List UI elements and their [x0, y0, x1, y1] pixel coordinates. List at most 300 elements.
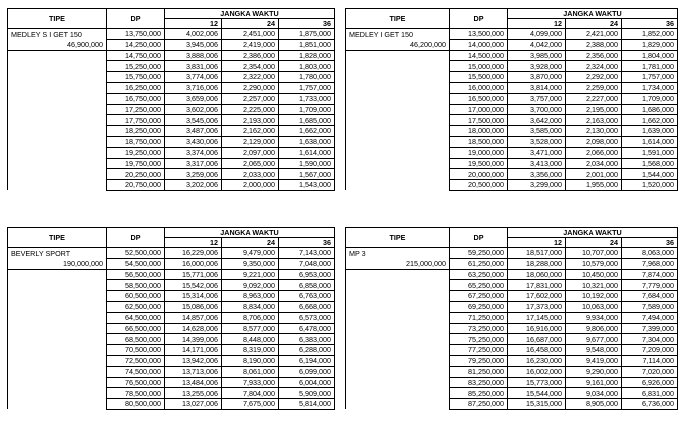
- term-24-value: 9,419,000: [566, 355, 622, 366]
- table-row: [346, 269, 678, 280]
- term-36-value: 1,686,000: [622, 104, 678, 115]
- dp-value: 72,500,000: [107, 355, 165, 366]
- term-36-header: 36: [622, 19, 678, 29]
- term-24-value: 2,066,000: [566, 147, 622, 158]
- dp-value: 13,500,000: [450, 29, 508, 40]
- term-12-value: 16,687,000: [508, 334, 566, 345]
- term-24-value: 10,450,000: [566, 269, 622, 280]
- term-12-value: 4,042,000: [508, 39, 566, 50]
- dp-value: 61,250,000: [450, 258, 508, 269]
- term-36-value: 1,803,000: [279, 61, 335, 72]
- dp-value: 18,750,000: [107, 136, 165, 147]
- dp-value: 20,750,000: [107, 180, 165, 191]
- term-36-value: 1,781,000: [622, 61, 678, 72]
- dp-header: DP: [107, 9, 165, 29]
- dp-value: 17,750,000: [107, 115, 165, 126]
- term-36-value: 6,831,000: [622, 388, 678, 399]
- term-36-value: 7,968,000: [622, 258, 678, 269]
- dp-value: 81,250,000: [450, 366, 508, 377]
- term-24-value: 2,451,000: [222, 29, 279, 40]
- table-row: [8, 72, 335, 83]
- term-36-value: 1,662,000: [279, 126, 335, 137]
- empty-cell: [346, 50, 450, 61]
- term-12-value: 3,774,006: [165, 72, 222, 83]
- term-12-value: 4,002,006: [165, 29, 222, 40]
- model-name: MEDLEY S I GET 150: [8, 29, 107, 40]
- dp-value: 15,500,000: [450, 72, 508, 83]
- term-12-value: 3,585,000: [508, 126, 566, 137]
- empty-cell: [8, 61, 107, 72]
- term-36-value: 6,953,000: [279, 269, 335, 280]
- table-row: [8, 50, 335, 61]
- term-24-value: 2,419,000: [222, 39, 279, 50]
- term-12-value: 16,002,000: [508, 366, 566, 377]
- term-12-value: 17,602,000: [508, 291, 566, 302]
- term-36-value: 5,814,000: [279, 399, 335, 410]
- jangka-waktu-header: JANGKA WAKTU: [508, 228, 678, 238]
- term-36-value: 6,099,000: [279, 366, 335, 377]
- dp-value: 18,500,000: [450, 136, 508, 147]
- term-12-value: 15,771,006: [165, 269, 222, 280]
- table-row: [346, 147, 678, 158]
- dp-value: 19,750,000: [107, 158, 165, 169]
- term-24-value: 8,834,000: [222, 301, 279, 312]
- table-row: [8, 269, 335, 280]
- dp-value: 15,250,000: [107, 61, 165, 72]
- empty-cell: [346, 366, 450, 377]
- term-12-header: 12: [165, 238, 222, 248]
- table-row: [346, 104, 678, 115]
- model-name: BEVERLY SPORT: [8, 248, 107, 259]
- table-row: [8, 334, 335, 345]
- term-12-value: 3,814,000: [508, 82, 566, 93]
- term-12-value: 14,399,006: [165, 334, 222, 345]
- term-36-value: 6,763,000: [279, 291, 335, 302]
- price-table-4: [345, 227, 678, 410]
- dp-value: 62,500,000: [107, 301, 165, 312]
- empty-cell: [346, 399, 450, 410]
- term-12-header: 12: [508, 238, 566, 248]
- table-row: [8, 388, 335, 399]
- table-row: [346, 345, 678, 356]
- term-12-value: 16,458,000: [508, 345, 566, 356]
- term-12-header: 12: [165, 19, 222, 29]
- term-24-value: 9,221,000: [222, 269, 279, 280]
- table-row: [346, 93, 678, 104]
- tipe-header: TIPE: [8, 228, 107, 248]
- dp-value: 73,250,000: [450, 323, 508, 334]
- price-table-3: [7, 227, 335, 410]
- term-12-value: 3,659,006: [165, 93, 222, 104]
- dp-value: 17,500,000: [450, 115, 508, 126]
- term-36-value: 8,063,000: [622, 248, 678, 259]
- dp-value: 68,500,000: [107, 334, 165, 345]
- term-24-value: 9,677,000: [566, 334, 622, 345]
- dp-header: DP: [450, 228, 508, 248]
- term-24-header: 24: [566, 238, 622, 248]
- dp-value: 14,500,000: [450, 50, 508, 61]
- term-24-value: 2,290,000: [222, 82, 279, 93]
- term-24-value: 8,963,000: [222, 291, 279, 302]
- table-row: [8, 180, 335, 191]
- term-12-value: 18,517,000: [508, 248, 566, 259]
- dp-value: 78,500,000: [107, 388, 165, 399]
- empty-cell: [8, 355, 107, 366]
- term-24-value: 2,227,000: [566, 93, 622, 104]
- table-row: [8, 169, 335, 180]
- term-36-value: 6,736,000: [622, 399, 678, 410]
- term-24-value: 8,577,000: [222, 323, 279, 334]
- empty-cell: [346, 345, 450, 356]
- term-36-value: 1,614,000: [622, 136, 678, 147]
- term-36-value: 1,780,000: [279, 72, 335, 83]
- term-36-value: 1,543,000: [279, 180, 335, 191]
- table-row: [8, 248, 335, 259]
- table-row: [8, 115, 335, 126]
- empty-cell: [8, 312, 107, 323]
- dp-value: 13,750,000: [107, 29, 165, 40]
- term-12-value: 3,642,000: [508, 115, 566, 126]
- table-row: [346, 312, 678, 323]
- term-12-value: 15,544,000: [508, 388, 566, 399]
- term-36-value: 1,757,000: [622, 72, 678, 83]
- empty-cell: [346, 169, 450, 180]
- empty-cell: [8, 126, 107, 137]
- table-row: [8, 323, 335, 334]
- term-12-value: 3,202,006: [165, 180, 222, 191]
- dp-value: 14,750,000: [107, 50, 165, 61]
- term-12-value: 3,945,006: [165, 39, 222, 50]
- empty-cell: [8, 377, 107, 388]
- table-row: [346, 366, 678, 377]
- term-12-value: 18,288,000: [508, 258, 566, 269]
- dp-value: 76,500,000: [107, 377, 165, 388]
- empty-cell: [346, 355, 450, 366]
- term-36-value: 7,020,000: [622, 366, 678, 377]
- term-24-value: 2,354,000: [222, 61, 279, 72]
- term-12-value: 3,831,006: [165, 61, 222, 72]
- term-12-value: 13,713,006: [165, 366, 222, 377]
- empty-cell: [8, 115, 107, 126]
- term-36-value: 1,829,000: [622, 39, 678, 50]
- term-12-value: 17,373,000: [508, 301, 566, 312]
- table-row: [8, 126, 335, 137]
- table-row: [346, 291, 678, 302]
- dp-header: DP: [107, 228, 165, 248]
- table-row: [346, 126, 678, 137]
- table-row: [346, 301, 678, 312]
- term-24-value: 2,292,000: [566, 72, 622, 83]
- jangka-waktu-header: JANGKA WAKTU: [508, 9, 678, 19]
- term-36-value: 1,828,000: [279, 50, 335, 61]
- term-24-value: 2,421,000: [566, 29, 622, 40]
- dp-value: 16,750,000: [107, 93, 165, 104]
- term-12-value: 3,985,000: [508, 50, 566, 61]
- empty-cell: [346, 115, 450, 126]
- term-24-header: 24: [222, 19, 279, 29]
- empty-cell: [8, 82, 107, 93]
- term-12-value: 17,145,000: [508, 312, 566, 323]
- term-36-value: 1,709,000: [279, 104, 335, 115]
- term-36-value: 6,858,000: [279, 280, 335, 291]
- term-36-value: 1,662,000: [622, 115, 678, 126]
- model-price: 46,200,000: [346, 39, 450, 50]
- dp-value: 16,000,000: [450, 82, 508, 93]
- dp-value: 67,250,000: [450, 291, 508, 302]
- table-row: [346, 169, 678, 180]
- term-24-value: 2,324,000: [566, 61, 622, 72]
- term-12-value: 16,000,006: [165, 258, 222, 269]
- term-36-value: 6,194,000: [279, 355, 335, 366]
- empty-cell: [346, 158, 450, 169]
- term-12-value: 14,171,006: [165, 345, 222, 356]
- table-row: [8, 291, 335, 302]
- table-row: [8, 366, 335, 377]
- term-36-header: 36: [279, 238, 335, 248]
- term-36-header: 36: [279, 19, 335, 29]
- term-36-value: 1,709,000: [622, 93, 678, 104]
- empty-cell: [346, 72, 450, 83]
- dp-value: 15,750,000: [107, 72, 165, 83]
- term-12-value: 3,259,006: [165, 169, 222, 180]
- table-row: [8, 345, 335, 356]
- dp-value: 18,250,000: [107, 126, 165, 137]
- dp-value: 52,500,000: [107, 248, 165, 259]
- dp-value: 85,250,000: [450, 388, 508, 399]
- dp-value: 75,250,000: [450, 334, 508, 345]
- term-12-value: 3,487,006: [165, 126, 222, 137]
- dp-value: 83,250,000: [450, 377, 508, 388]
- term-12-value: 3,700,000: [508, 104, 566, 115]
- dp-value: 66,500,000: [107, 323, 165, 334]
- term-12-value: 3,757,000: [508, 93, 566, 104]
- empty-cell: [8, 291, 107, 302]
- term-12-value: 14,628,006: [165, 323, 222, 334]
- term-36-value: 7,494,000: [622, 312, 678, 323]
- term-36-value: 1,638,000: [279, 136, 335, 147]
- empty-cell: [8, 345, 107, 356]
- table-row: [8, 301, 335, 312]
- term-36-value: 6,478,000: [279, 323, 335, 334]
- term-12-value: 13,255,006: [165, 388, 222, 399]
- term-12-value: 15,542,006: [165, 280, 222, 291]
- tipe-header: TIPE: [346, 9, 450, 29]
- dp-value: 69,250,000: [450, 301, 508, 312]
- term-12-value: 16,230,000: [508, 355, 566, 366]
- term-36-header: 36: [622, 238, 678, 248]
- term-24-value: 2,257,000: [222, 93, 279, 104]
- table-row: [346, 258, 678, 269]
- term-12-value: 4,099,000: [508, 29, 566, 40]
- table-row: [8, 136, 335, 147]
- term-12-value: 3,602,006: [165, 104, 222, 115]
- empty-cell: [8, 323, 107, 334]
- empty-cell: [346, 323, 450, 334]
- dp-value: 74,500,000: [107, 366, 165, 377]
- term-12-value: 3,928,000: [508, 61, 566, 72]
- table-row: [8, 399, 335, 410]
- term-12-value: 15,315,000: [508, 399, 566, 410]
- dp-value: 70,500,000: [107, 345, 165, 356]
- tipe-header: TIPE: [8, 9, 107, 29]
- term-24-value: 9,034,000: [566, 388, 622, 399]
- empty-cell: [8, 399, 107, 410]
- term-36-value: 7,589,000: [622, 301, 678, 312]
- empty-cell: [8, 136, 107, 147]
- dp-header: DP: [450, 9, 508, 29]
- term-36-value: 1,733,000: [279, 93, 335, 104]
- table-row: [346, 72, 678, 83]
- dp-value: 71,250,000: [450, 312, 508, 323]
- term-36-value: 6,383,000: [279, 334, 335, 345]
- model-name: MP 3: [346, 248, 450, 259]
- empty-cell: [8, 180, 107, 191]
- table-row: [8, 377, 335, 388]
- term-36-value: 1,568,000: [622, 158, 678, 169]
- term-12-value: 3,528,000: [508, 136, 566, 147]
- term-12-value: 17,831,000: [508, 280, 566, 291]
- term-36-value: 6,288,000: [279, 345, 335, 356]
- dp-value: 63,250,000: [450, 269, 508, 280]
- term-12-header: 12: [508, 19, 566, 29]
- table-row: [8, 61, 335, 72]
- term-12-value: 3,888,006: [165, 50, 222, 61]
- dp-value: 20,250,000: [107, 169, 165, 180]
- empty-cell: [346, 388, 450, 399]
- term-12-value: 3,545,006: [165, 115, 222, 126]
- term-12-value: 15,086,006: [165, 301, 222, 312]
- dp-value: 17,000,000: [450, 104, 508, 115]
- term-24-value: 2,356,000: [566, 50, 622, 61]
- term-24-header: 24: [222, 238, 279, 248]
- table-row: [8, 82, 335, 93]
- term-12-value: 15,314,006: [165, 291, 222, 302]
- dp-value: 14,000,000: [450, 39, 508, 50]
- jangka-waktu-header: JANGKA WAKTU: [165, 228, 335, 238]
- empty-cell: [8, 50, 107, 61]
- dp-value: 20,500,000: [450, 180, 508, 191]
- table-row: [346, 377, 678, 388]
- table-row: [8, 104, 335, 115]
- price-table-1: [7, 8, 335, 191]
- empty-cell: [346, 312, 450, 323]
- empty-cell: [8, 280, 107, 291]
- empty-cell: [346, 280, 450, 291]
- dp-value: 77,250,000: [450, 345, 508, 356]
- term-24-header: 24: [566, 19, 622, 29]
- dp-value: 64,500,000: [107, 312, 165, 323]
- term-12-value: 16,916,000: [508, 323, 566, 334]
- price-table-2: [345, 8, 678, 191]
- term-36-value: 1,851,000: [279, 39, 335, 50]
- term-12-value: 3,317,006: [165, 158, 222, 169]
- empty-cell: [8, 269, 107, 280]
- jangka-waktu-header: JANGKA WAKTU: [165, 9, 335, 19]
- term-36-value: 1,567,000: [279, 169, 335, 180]
- term-24-value: 7,933,000: [222, 377, 279, 388]
- term-12-value: 3,413,000: [508, 158, 566, 169]
- empty-cell: [8, 366, 107, 377]
- term-24-value: 2,000,000: [222, 180, 279, 191]
- term-24-value: 2,386,000: [222, 50, 279, 61]
- dp-value: 17,250,000: [107, 104, 165, 115]
- table-row: [346, 50, 678, 61]
- term-24-value: 9,350,000: [222, 258, 279, 269]
- term-12-value: 3,374,006: [165, 147, 222, 158]
- table-row: [346, 248, 678, 259]
- dp-value: 80,500,000: [107, 399, 165, 410]
- empty-cell: [346, 104, 450, 115]
- term-36-value: 1,875,000: [279, 29, 335, 40]
- dp-value: 19,250,000: [107, 147, 165, 158]
- empty-cell: [8, 72, 107, 83]
- empty-cell: [346, 301, 450, 312]
- empty-cell: [346, 136, 450, 147]
- table-row: [346, 334, 678, 345]
- term-24-value: 10,707,000: [566, 248, 622, 259]
- term-36-value: 1,590,000: [279, 158, 335, 169]
- term-24-value: 2,129,000: [222, 136, 279, 147]
- model-price: 46,900,000: [8, 39, 107, 50]
- table-row: [346, 158, 678, 169]
- term-12-value: 3,870,000: [508, 72, 566, 83]
- empty-cell: [8, 301, 107, 312]
- term-24-value: 2,130,000: [566, 126, 622, 137]
- table-row: [346, 323, 678, 334]
- empty-cell: [346, 334, 450, 345]
- term-24-value: 8,905,000: [566, 399, 622, 410]
- table-row: [346, 399, 678, 410]
- dp-value: 59,250,000: [450, 248, 508, 259]
- term-12-value: 13,942,006: [165, 355, 222, 366]
- table-row: [346, 280, 678, 291]
- dp-value: 79,250,000: [450, 355, 508, 366]
- term-36-value: 6,573,000: [279, 312, 335, 323]
- term-24-value: 8,061,000: [222, 366, 279, 377]
- empty-cell: [346, 126, 450, 137]
- term-24-value: 10,321,000: [566, 280, 622, 291]
- term-12-value: 13,027,006: [165, 399, 222, 410]
- term-36-value: 7,143,000: [279, 248, 335, 259]
- term-36-value: 7,209,000: [622, 345, 678, 356]
- term-36-value: 7,779,000: [622, 280, 678, 291]
- term-24-value: 2,098,000: [566, 136, 622, 147]
- table-row: [8, 312, 335, 323]
- term-36-value: 1,734,000: [622, 82, 678, 93]
- term-24-value: 2,033,000: [222, 169, 279, 180]
- table-row: [346, 355, 678, 366]
- empty-cell: [8, 104, 107, 115]
- term-24-value: 2,388,000: [566, 39, 622, 50]
- dp-value: 60,500,000: [107, 291, 165, 302]
- term-12-value: 16,229,006: [165, 248, 222, 259]
- term-36-value: 1,804,000: [622, 50, 678, 61]
- table-row: [346, 82, 678, 93]
- dp-value: 19,000,000: [450, 147, 508, 158]
- term-24-value: 10,063,000: [566, 301, 622, 312]
- model-price: 190,000,000: [8, 258, 107, 269]
- term-36-value: 1,614,000: [279, 147, 335, 158]
- term-24-value: 8,319,000: [222, 345, 279, 356]
- term-12-value: 3,471,000: [508, 147, 566, 158]
- term-24-value: 2,225,000: [222, 104, 279, 115]
- empty-cell: [346, 147, 450, 158]
- term-36-value: 7,399,000: [622, 323, 678, 334]
- term-24-value: 8,706,000: [222, 312, 279, 323]
- term-36-value: 6,668,000: [279, 301, 335, 312]
- term-36-value: 7,114,000: [622, 355, 678, 366]
- term-24-value: 2,001,000: [566, 169, 622, 180]
